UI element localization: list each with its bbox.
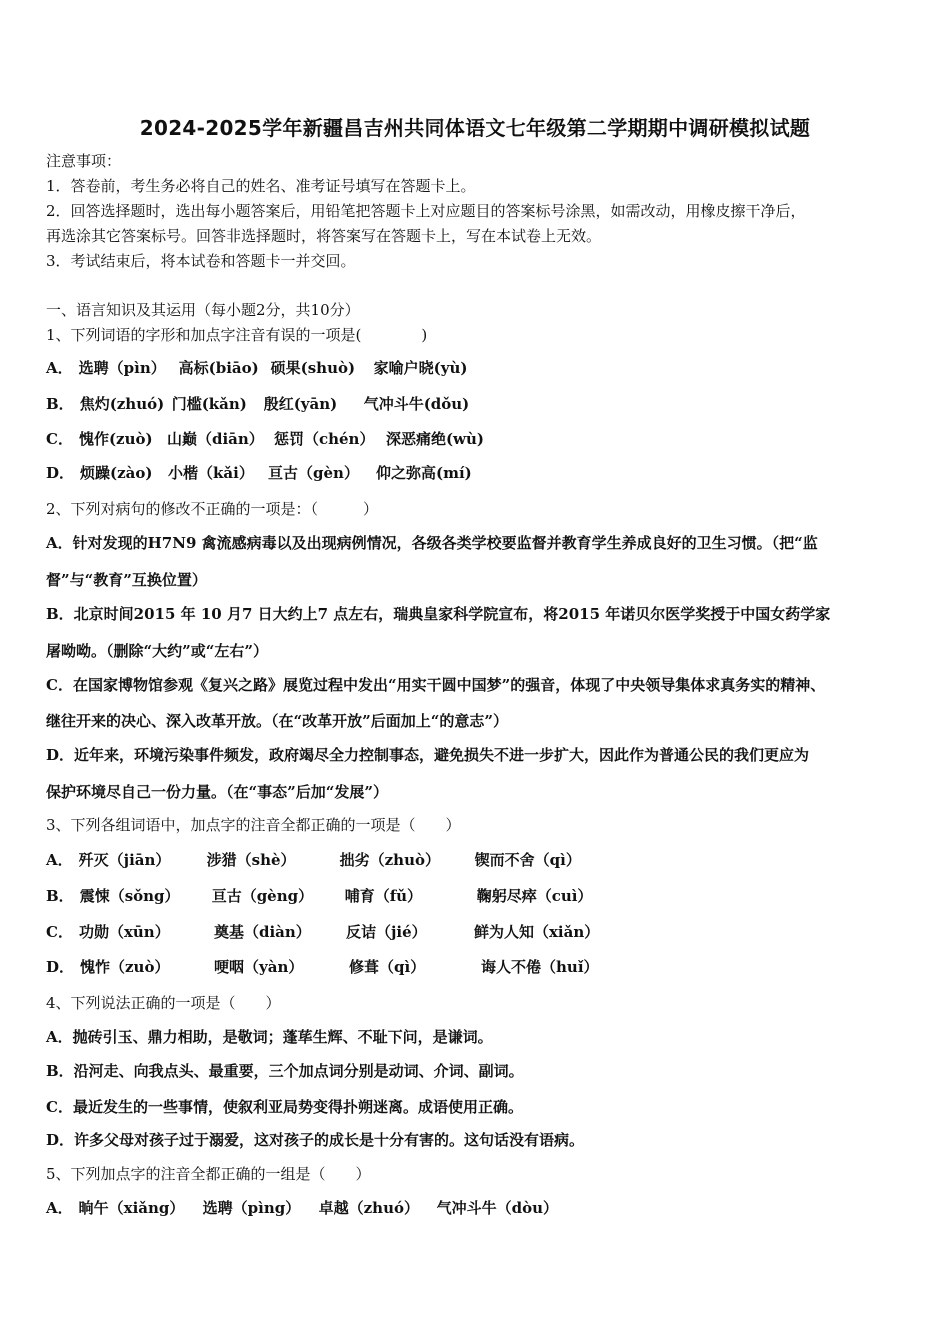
notice-item: 2．回答选择题时，选出每小题答案后，用铅笔把答题卡上对应题目的答案标号涂黑，如需改动，用橡皮擦干净后， bbox=[46, 202, 806, 220]
option-word: 高标(biāo) bbox=[178, 359, 259, 377]
option-word: 山巅（diān） bbox=[166, 430, 264, 448]
option-word: 哽咽（yàn） bbox=[214, 958, 304, 976]
q3-option-c bbox=[46, 922, 599, 942]
option-word: 殷红(yān) bbox=[263, 395, 338, 413]
option-label: D． bbox=[46, 464, 75, 482]
option-label: A． bbox=[46, 359, 73, 377]
option-word: 气冲斗牛(dǒu) bbox=[363, 395, 470, 413]
option-word: 家喻户晓(yù) bbox=[373, 359, 468, 377]
q3-option-b bbox=[46, 886, 592, 906]
q3-option-d bbox=[46, 957, 599, 977]
q4-option-c: C．最近发生的一些事情，使叙利亚局势变得扑朔迷离。成语使用正确。 bbox=[46, 1098, 523, 1116]
page-title: 2024-2025学年新疆昌吉州共同体语文七年级第二学期期中调研模拟试题 bbox=[139, 116, 811, 140]
option-word: 卓越（zhuó） bbox=[318, 1199, 419, 1217]
q2-option-b-line: B．北京时间2015 年 10 月7 日大约上7 点左右，瑞典皇家科学院宣布，将2015 年诺贝尔医学奖授于中国女药学家 bbox=[46, 605, 831, 623]
option-word: 晌午（xiǎng） bbox=[78, 1199, 185, 1217]
q2-option-a-line: 督”与“教育”互换位置） bbox=[46, 571, 207, 589]
option-label: C． bbox=[46, 923, 73, 941]
option-word: 烦躁(zào) bbox=[80, 464, 153, 482]
q4-option-a: A．抛砖引玉、鼎力相助，是敬词；蓬荜生辉、不耻下问，是谦词。 bbox=[46, 1028, 493, 1046]
q1-option-b bbox=[46, 394, 469, 414]
option-word: 哺育（fǔ） bbox=[344, 887, 423, 905]
option-label: C． bbox=[46, 430, 73, 448]
option-label: D． bbox=[46, 958, 75, 976]
option-word: 拙劣（zhuò） bbox=[339, 851, 440, 869]
option-word: 鲜为人知（xiǎn） bbox=[473, 923, 600, 941]
option-label: B． bbox=[46, 395, 74, 413]
question-2-stem: 2、下列对病句的修改不正确的一项是：（ ） bbox=[46, 500, 379, 518]
option-word: 焦灼(zhuó) bbox=[79, 395, 165, 413]
q4-option-b: B．沿河走、向我点头、最重要，三个加点词分别是动词、介词、副词。 bbox=[46, 1062, 524, 1080]
q4-option-d: D．许多父母对孩子过于溺爱，这对孩子的成长是十分有害的。这句话没有语病。 bbox=[46, 1131, 585, 1149]
q2-option-b-line: 屠呦呦。（删除“大约”或“左右”） bbox=[46, 642, 269, 660]
option-word: 仰之弥高(mí) bbox=[376, 464, 472, 482]
option-word: 硕果(shuò) bbox=[270, 359, 356, 377]
q1-option-c bbox=[46, 429, 484, 449]
q5-option-a bbox=[46, 1198, 558, 1218]
option-word: 奠基（diàn） bbox=[213, 923, 311, 941]
option-word: 选聘（pìn） bbox=[78, 359, 166, 377]
question-3-stem: 3、下列各组词语中，加点字的注音全都正确的一项是（ ） bbox=[46, 816, 461, 834]
option-word: 涉猎（shè） bbox=[206, 851, 296, 869]
question-1-stem: 1、下列词语的字形和加点字注音有误的一项是( ) bbox=[46, 326, 428, 344]
option-label: A． bbox=[46, 851, 73, 869]
option-word: 愧作(zuò) bbox=[78, 430, 153, 448]
option-word: 愧怍（zuò） bbox=[80, 958, 170, 976]
option-word: 功勋（xūn） bbox=[78, 923, 170, 941]
option-label: A． bbox=[46, 1199, 73, 1217]
option-word: 歼灭（jiān） bbox=[78, 851, 171, 869]
q2-option-a-line: A．针对发现的H7N9 禽流感病毒以及出现病例情况，各级各类学校要监督并教育学生养成良好的卫生习惯。（把“监 bbox=[46, 534, 818, 552]
q2-option-d-line: D．近年来，环境污染事件频发，政府竭尽全力控制事态，避免损失不进一步扩大，因此作为普通公民的我们更应为 bbox=[46, 746, 810, 764]
option-word: 深恶痛绝(wù) bbox=[385, 430, 484, 448]
q2-option-c-line: C．在国家博物馆参观《复兴之路》展览过程中发出“用实干圆中国梦”的强音，体现了中央领导集体求真务实的精神、 bbox=[46, 676, 826, 694]
option-word: 修葺（qì） bbox=[349, 958, 426, 976]
q1-option-d bbox=[46, 463, 472, 483]
q2-option-d-line: 保护环境尽自己一份力量。（在“事态”后加“发展”） bbox=[46, 783, 389, 801]
notice-item: 再选涂其它答案标号。回答非选择题时，将答案写在答题卡上，写在本试卷上无效。 bbox=[46, 227, 602, 245]
option-word: 锲而不舍（qì） bbox=[474, 851, 581, 869]
option-word: 选聘（pìng） bbox=[202, 1199, 301, 1217]
question-5-stem: 5、下列加点字的注音全都正确的一组是（ ） bbox=[46, 1165, 371, 1183]
option-word: 震悚（sǒng） bbox=[79, 887, 180, 905]
q2-option-c-line: 继往开来的决心、深入改革开放。（在“改革开放”后面加上“的意志”） bbox=[46, 712, 509, 730]
option-word: 亘古（gèn） bbox=[268, 464, 359, 482]
option-word: 小楷（kǎi） bbox=[168, 464, 254, 482]
notice-item: 1．答卷前，考生务必将自己的姓名、准考证号填写在答题卡上。 bbox=[46, 177, 476, 195]
option-word: 鞠躬尽瘁（cuì） bbox=[476, 887, 593, 905]
option-label: B． bbox=[46, 887, 74, 905]
option-word: 诲人不倦（huǐ） bbox=[481, 958, 599, 976]
option-word: 亘古（gèng） bbox=[211, 887, 314, 905]
option-word: 气冲斗牛（dòu） bbox=[436, 1199, 559, 1217]
option-word: 门槛(kǎn) bbox=[171, 395, 247, 413]
q1-option-a bbox=[46, 358, 467, 378]
question-4-stem: 4、下列说法正确的一项是（ ） bbox=[46, 994, 281, 1012]
notice-heading: 注意事项： bbox=[46, 152, 122, 170]
section-heading: 一、语言知识及其运用（每小题2分，共10分） bbox=[46, 301, 360, 319]
option-word: 惩罚（chén） bbox=[273, 430, 375, 448]
option-word: 反诘（jié） bbox=[345, 923, 427, 941]
notice-item: 3．考试结束后，将本试卷和答题卡一并交回。 bbox=[46, 252, 356, 270]
q3-option-a bbox=[46, 850, 581, 870]
